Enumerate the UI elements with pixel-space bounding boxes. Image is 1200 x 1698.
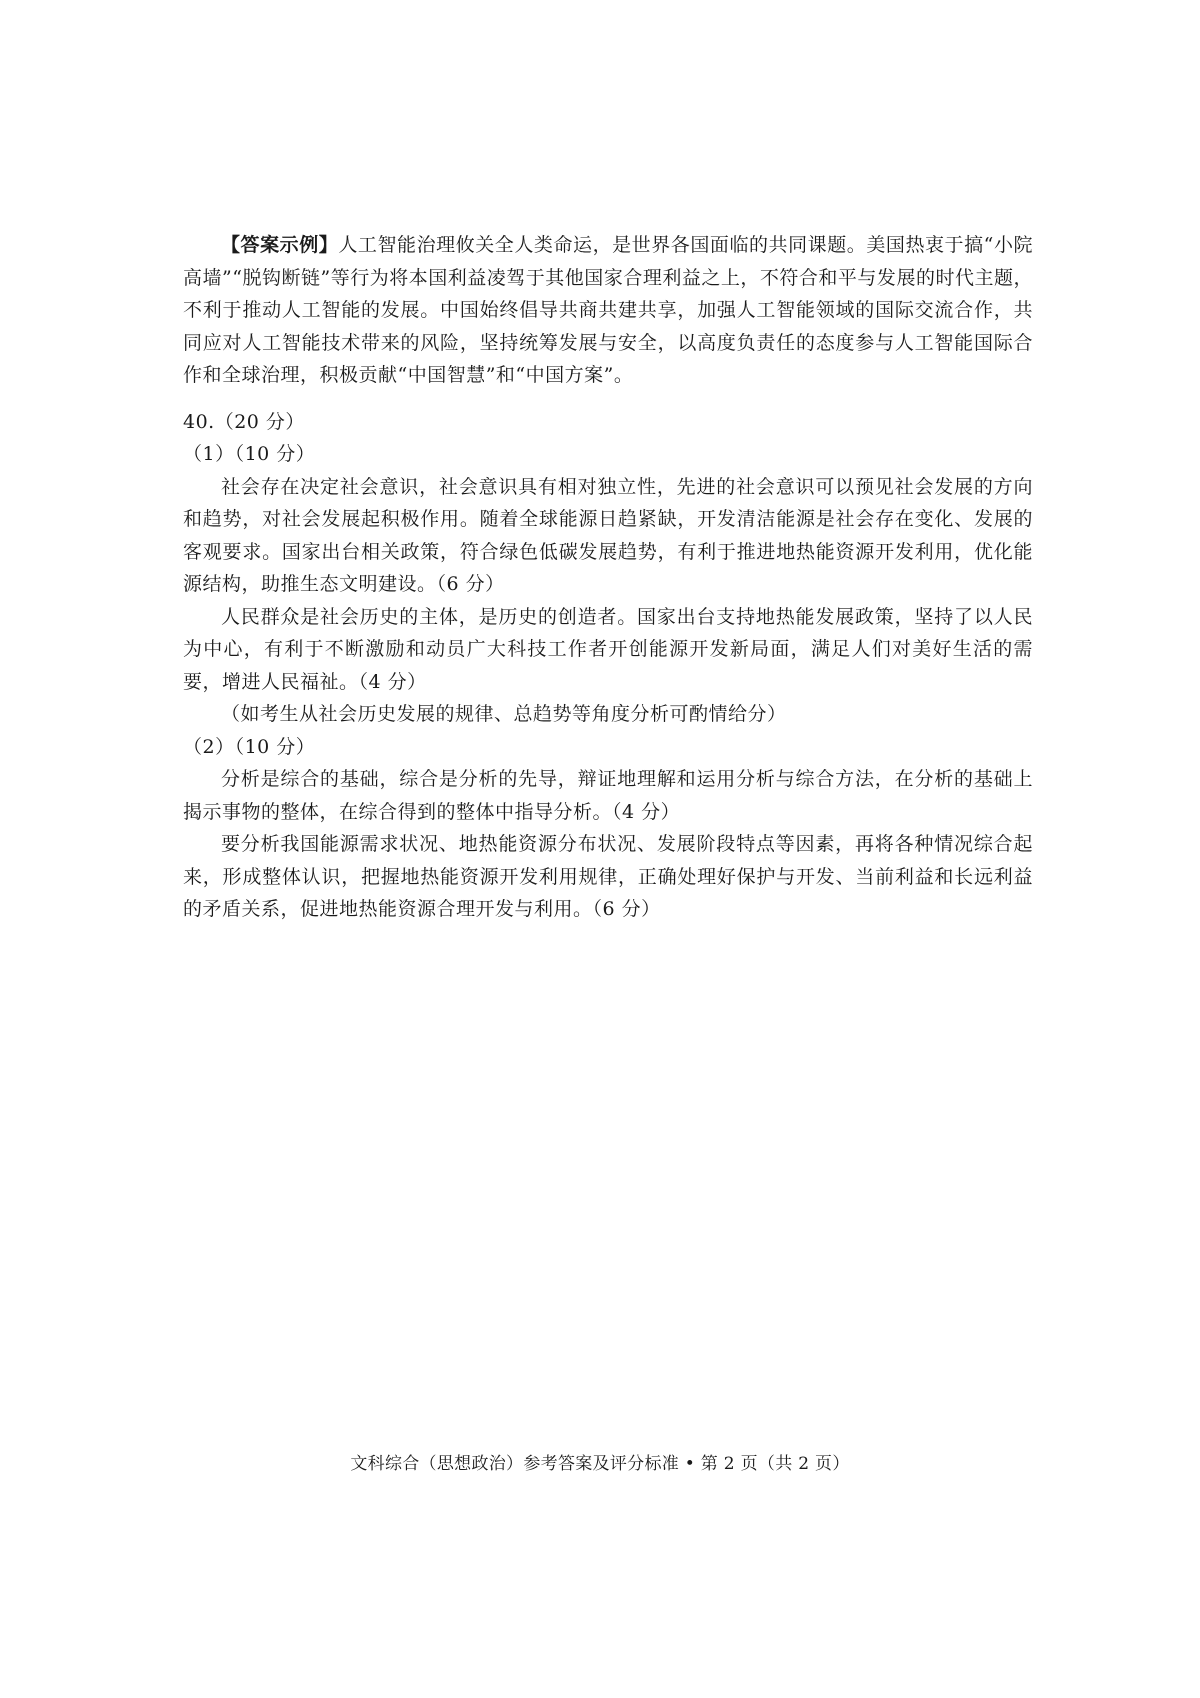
answer-example-text: 人工智能治理攸关全人类命运，是世界各国面临的共同课题。美国热衷于搞“小院高墙”“脱钩断链”等行为将本国利益凌驾于其他国家合理利益之上，不符合和平与发展的时代主题，不利于推动人工智能的发展。中国始终倡导共商共建共享，加强人工智能领域的国际交流合作，共同应对人工智能技术带来的风险，坚持统筹发展与安全，以高度负责任的态度参与人工智能国际合作和全球治理，积极贡献“中国智慧”和“中国方案”。 — [183, 234, 1033, 386]
part-1-grading-note: （如考生从社会历史发展的规律、总趋势等角度分析可酌情给分） — [221, 703, 787, 725]
answer-example-label: 【答案示例】 — [221, 234, 339, 256]
page-footer: 文科综合（思想政治）参考答案及评分标准 • 第 2 页（共 2 页） — [350, 1454, 850, 1474]
answer-example-paragraph — [183, 229, 1033, 392]
part-1-paragraph-2: 人民群众是社会历史的主体，是历史的创造者。国家出台支持地热能发展政策，坚持了以人民为中心，有利于不断激励和动员广大科技工作者开创能源开发新局面，满足人们对美好生活的需要，增进人民福祉。（4 分） — [183, 605, 1033, 693]
question-40-heading: 40.（20 分） — [183, 410, 305, 433]
part-2-paragraph-2: 要分析我国能源需求状况、地热能资源分布状况、发展阶段特点等因素，再将各种情况综合起来，形成整体认识，把握地热能资源开发利用规律，正确处理好保护与开发、当前利益和长远利益的矛盾关系，促进地热能资源合理开发与利用。（6 分） — [183, 833, 1033, 920]
part-1-paragraph-1: 社会存在决定社会意识，社会意识具有相对独立性，先进的社会意识可以预见社会发展的方向和趋势，对社会发展起积极作用。随着全球能源日趋紧缺，开发清洁能源是社会存在变化、发展的客观要求。国家出台相关政策，符合绿色低碳发展趋势，有利于推进地热能资源开发利用，优化能源结构，助推生态文明建设。（6 分） — [183, 475, 1033, 595]
document-body — [183, 229, 1033, 926]
part-1-heading: （1）（10 分） — [183, 443, 316, 465]
part-2-heading: （2）（10 分） — [183, 735, 316, 758]
part-2-paragraph-1: 分析是综合的基础，综合是分析的先导，辩证地理解和运用分析与综合方法，在分析的基础上揭示事物的整体，在综合得到的整体中指导分析。（4 分） — [183, 768, 1033, 823]
